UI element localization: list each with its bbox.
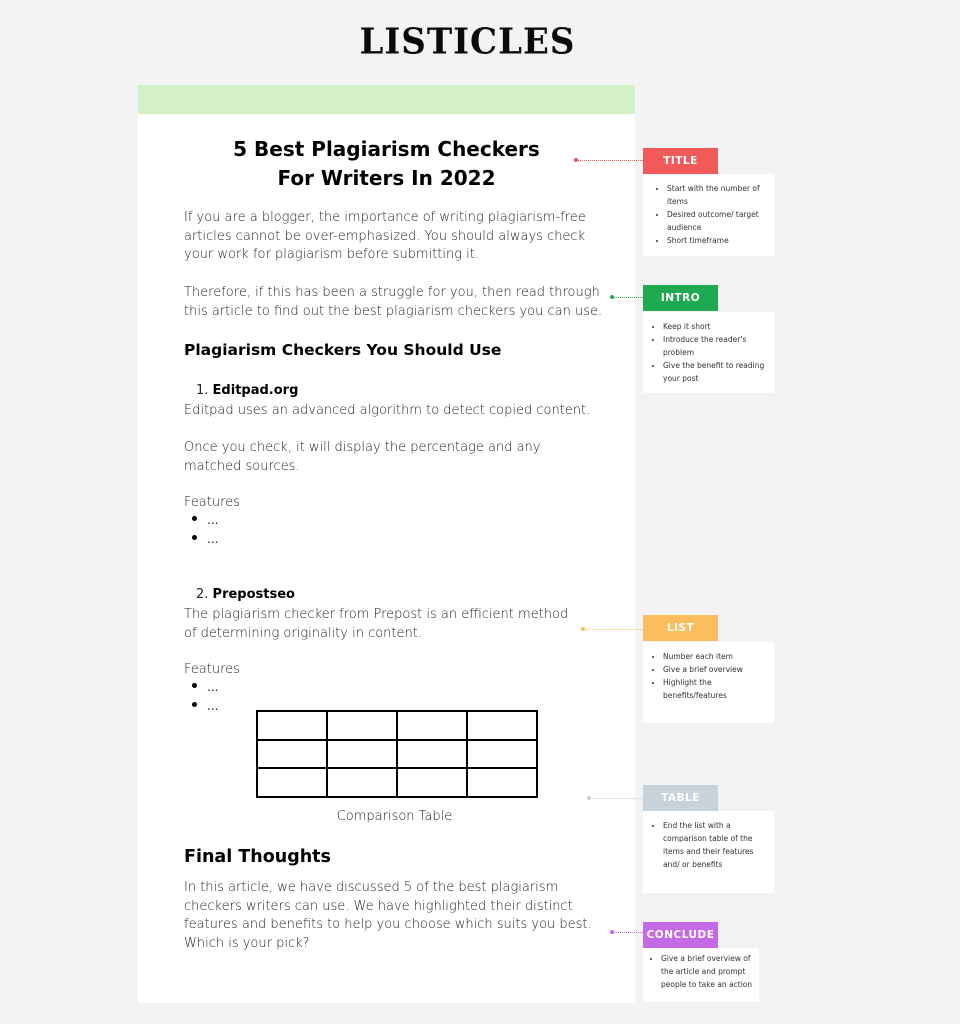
table-caption: Comparison Table — [336, 809, 453, 824]
list-item-2-feature-1: ... — [192, 680, 218, 694]
note-item: • Number each item — [663, 650, 766, 663]
list-item-2-number: 2. — [196, 587, 209, 602]
table-cell — [397, 768, 467, 797]
table-cell — [257, 768, 327, 797]
article-title-line-2: For Writers In 2022 — [277, 166, 496, 190]
list-item-1-desc-1: Editpad uses an advanced algorithm to detect copied content. — [184, 403, 591, 418]
note-item: • Keep it short — [663, 320, 766, 333]
table-cell — [467, 711, 537, 740]
intro-connector-line — [613, 297, 643, 298]
note-item: • Start with the number of items — [667, 182, 766, 208]
list-item-2-name: Prepostseo — [212, 587, 295, 602]
comparison-table — [256, 710, 538, 798]
article-document — [138, 85, 635, 1003]
annotation-note-intro — [643, 312, 774, 393]
annotation-tag-title: TITLE — [643, 148, 718, 174]
final-paragraph: In this article, we have discussed 5 of the best plagiarism checkers writers can use. We have highlighted their distinct features and benefits to help you choose which suits you best. Which is your pick? — [184, 880, 592, 951]
note-item: • Give the benefit to reading your post — [663, 359, 766, 385]
note-item: • End the list with a comparison table of the items and their features and/ or benefits — [663, 819, 766, 871]
annotation-tag-conclude: CONCLUDE — [643, 922, 718, 948]
note-item: • Give a brief overview of the article and prompt people to take an action — [661, 952, 753, 991]
table-cell — [397, 711, 467, 740]
table-cell — [327, 711, 397, 740]
annotation-tag-list: LIST — [643, 615, 718, 641]
title-connector-line — [577, 160, 643, 161]
note-item: • Highlight the benefits/features — [663, 676, 766, 702]
list-item-2-features-label: Features — [184, 662, 240, 677]
section-heading: Plagiarism Checkers You Should Use — [184, 341, 502, 359]
list-item-1-number: 1. — [196, 383, 209, 398]
list-item-1-feature-1: ... — [192, 513, 218, 527]
conclude-connector-line — [613, 932, 643, 933]
table-row — [257, 711, 537, 740]
annotation-note-table — [643, 811, 774, 893]
annotation-tag-intro: INTRO — [643, 285, 718, 311]
list-item-1-heading — [196, 383, 298, 398]
note-item: • Introduce the reader's problem — [663, 333, 766, 359]
list-item-1-feature-2: ... — [192, 532, 218, 546]
note-item: • Desired outcome/ target audience — [667, 208, 766, 234]
table-cell — [467, 768, 537, 797]
table-cell — [397, 740, 467, 769]
list-item-2-feature-2: ... — [192, 699, 218, 713]
note-item: • Short timeframe — [667, 234, 766, 247]
annotation-note-list — [643, 642, 774, 723]
note-item: • Give a brief overview — [663, 663, 766, 676]
annotation-note-conclude — [643, 948, 759, 1002]
intro-paragraph-1: If you are a blogger, the importance of writing plagiarism-free articles cannot be over-emphasized. You should always check your work for plagiarism before submitting it. — [184, 210, 586, 262]
table-cell — [327, 768, 397, 797]
list-item-2-desc-1: The plagiarism checker from Prepost is an efficient method of determining originality in content. — [184, 607, 569, 641]
table-row — [257, 740, 537, 769]
table-row — [257, 768, 537, 797]
page-title: LISTICLES — [359, 21, 576, 63]
table-cell — [467, 740, 537, 769]
article-title — [138, 135, 635, 193]
document-header-band — [138, 85, 635, 114]
final-heading: Final Thoughts — [184, 847, 331, 867]
table-cell — [257, 740, 327, 769]
list-item-2-heading — [196, 587, 295, 602]
list-item-1-name: Editpad.org — [212, 383, 299, 398]
table-connector-line — [590, 798, 643, 799]
list-item-1-features-label: Features — [184, 495, 240, 510]
list-connector-line — [584, 629, 643, 630]
annotation-note-title — [643, 174, 774, 256]
annotation-tag-table: TABLE — [643, 785, 718, 811]
table-cell — [257, 711, 327, 740]
table-cell — [327, 740, 397, 769]
article-title-line-1: 5 Best Plagiarism Checkers — [233, 137, 540, 161]
list-item-1-desc-2: Once you check, it will display the percentage and any matched sources. — [184, 440, 541, 474]
intro-paragraph-2: Therefore, if this has been a struggle for you, then read through this article to find out the best plagiarism checkers you can use. — [184, 285, 603, 319]
